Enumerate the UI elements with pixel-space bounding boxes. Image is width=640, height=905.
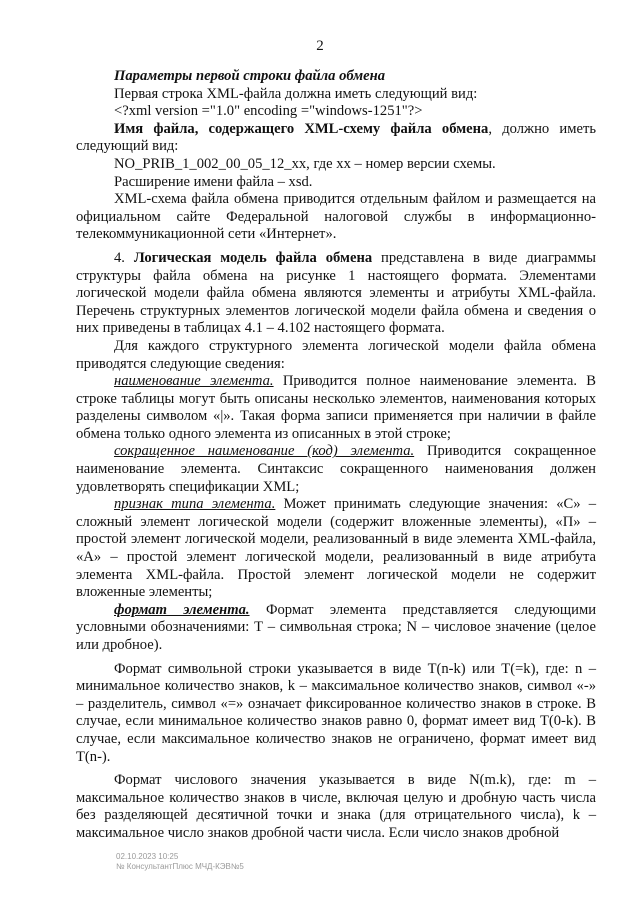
paragraph: Для каждого структурного элемента логической модели файла обмена приводятся следующие сведения:	[76, 337, 596, 372]
paragraph: Первая строка XML-файла должна иметь следующий вид:	[114, 85, 478, 102]
section-heading-text: Параметры первой строки файла обмена	[114, 68, 386, 84]
italic-term: формат элемента.	[114, 601, 250, 618]
footer-stamp	[116, 852, 244, 872]
paragraph-text: Приводится сокращенное наименование элемента. Синтаксис сокращенного наименования должен удовлетворять спецификации XML;	[76, 443, 596, 495]
document-body	[76, 68, 596, 843]
stamp-line: 02.10.2023 10:25	[116, 852, 179, 861]
paragraph-text: Формат элемента представляется следующими условными обозначениями: Т – символьная строка; N – числовое значение (целое или дробное).	[76, 601, 597, 653]
bold-term: Имя файла, содержащего XML-схему файла обмена	[114, 120, 489, 137]
paragraph	[76, 250, 596, 338]
paragraph: XML-схема файла обмена приводится отдельным файлом и размещается на официальном сайте Федеральной налоговой службы в информационно-телекоммуникационной сети «Интернет».	[76, 191, 596, 243]
page-number: 2	[316, 38, 324, 54]
italic-term: сокращенное наименование (код) элемента.	[114, 443, 415, 460]
paragraph-text: Приводится полное наименование элемента. В строке таблицы могут быть описаны несколько элементов, наименования которых разделены символом «|». Такая форма записи применяется при наличии в файле обмена только одного элемента из описанных в этой строке;	[76, 373, 596, 442]
italic-term: признак типа элемента.	[114, 496, 276, 513]
file-extension: Расширение имени файла – xsd.	[114, 173, 313, 190]
italic-term: наименование элемента.	[114, 373, 274, 390]
schema-file-name: NO_PRIB_1_002_00_05_12_xx, где xx – номер версии схемы.	[114, 155, 496, 172]
paragraph: Формат символьной строки указывается в виде Т(n-k) или Т(=k), где: n – минимальное количество знаков, k – максимальное количество знаков, символ «-» – разделитель, символ «=» означает фиксированное количество знаков в строке. В случае, если минимальное количество знаков равно 0, формат имеет вид Т(0-k). В случае, если максимальное количество знаков не ограничено, формат имеет вид Т(n-).	[76, 660, 596, 765]
list-item	[76, 602, 596, 655]
bold-term: Логическая модель файла обмена	[133, 249, 373, 266]
paragraph	[76, 121, 596, 156]
list-item	[76, 496, 596, 602]
stamp-line: № КонсультантПлюс МЧД-КЭВ№5	[116, 862, 244, 871]
paragraph-text: , должно иметь следующий вид:	[76, 120, 596, 155]
paragraph: Формат числового значения указывается в виде N(m.k), где: m – максимальное количество знаков в числе, включая целую и дробную часть числа без разделяющей десятичной точки и знака (для отрицательного числа), k – максимальное число знаков дробной части числа. Если число знаков дробной	[76, 772, 596, 841]
list-item	[76, 373, 596, 443]
paragraph-text: представлена в виде диаграммы структуры файла обмена на рисунке 1 настоящего формата. Элементами логической модели файла обмена являются элементы и атрибуты XML-файла. Перечень структурных элементов логической модели файла обмена и сведения о них приведены в таблицах 4.1 – 4.102 настоящего формата.	[76, 249, 596, 337]
xml-declaration: <?xml version ="1.0" encoding ="windows-1251"?>	[114, 103, 423, 120]
list-item	[76, 443, 596, 496]
paragraph-text: Может принимать следующие значения: «С» – сложный элемент логической модели (содержит вложенные элементы), «П» – простой элемент логической модели, реализованный в виде элемента XML-файла, «А» – простой элемент логической модели, реализованный в виде атрибута элемента XML-файла. Простой элемент логической модели не содержит вложенные элементы;	[76, 496, 596, 601]
item-number: 4.	[114, 249, 134, 266]
section-heading	[76, 68, 596, 86]
